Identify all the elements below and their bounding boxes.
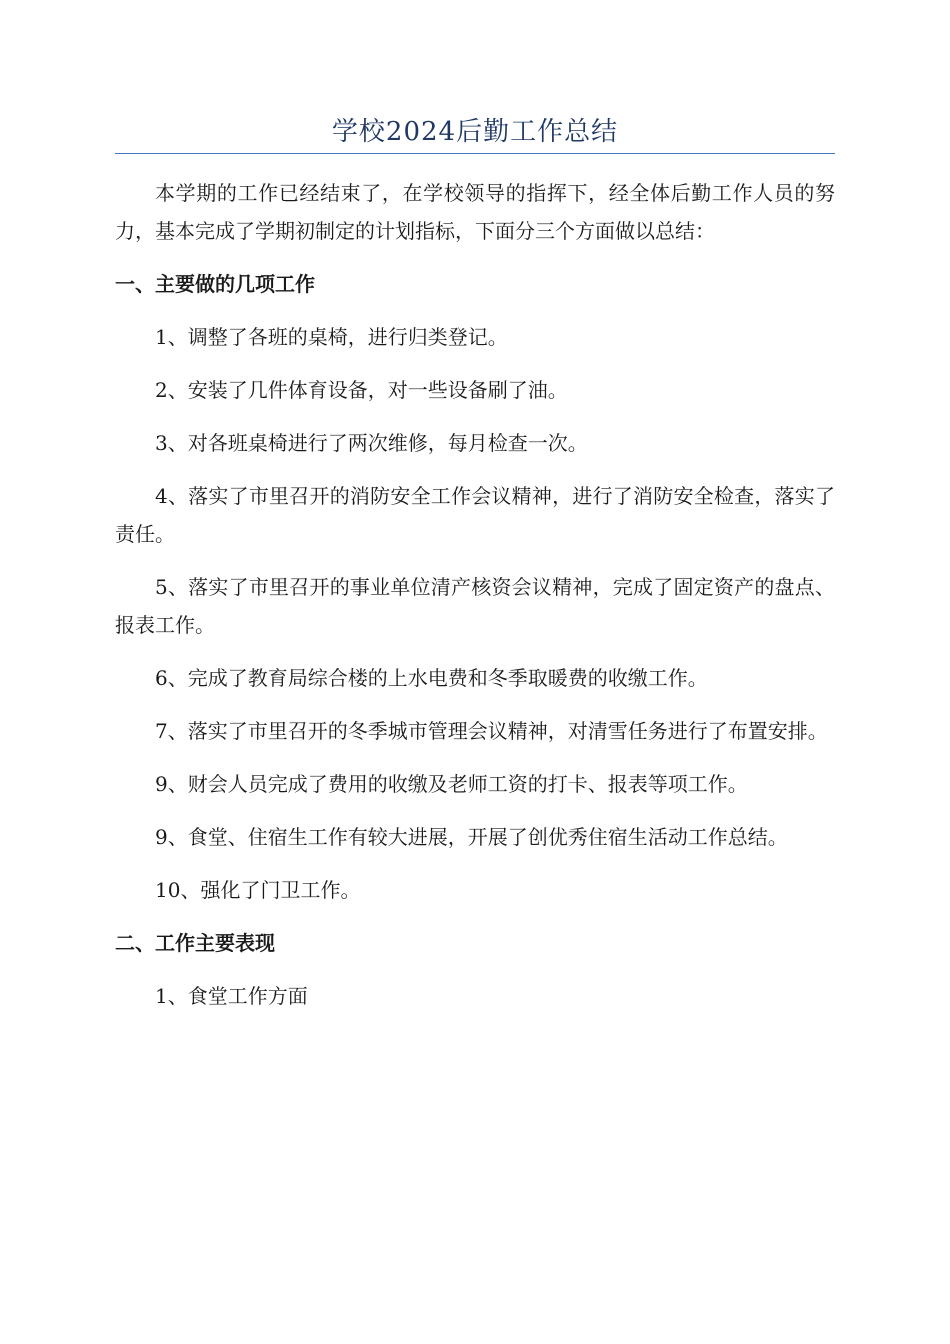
document-title: 学校2024后勤工作总结 — [331, 117, 619, 147]
title-underline — [115, 153, 835, 154]
section-heading-main-work: 一、主要做的几项工作 — [115, 272, 315, 296]
list-item: 1、食堂工作方面 — [155, 984, 308, 1008]
list-item: 4、落实了市里召开的消防安全工作会议精神，进行了消防安全检查，落实了责任。 — [115, 484, 835, 546]
list-item: 9、财会人员完成了费用的收缴及老师工资的打卡、报表等项工作。 — [155, 772, 748, 796]
list-item: 1、调整了各班的桌椅，进行归类登记。 — [155, 325, 508, 349]
list-item: 6、完成了教育局综合楼的上水电费和冬季取暖费的收缴工作。 — [155, 666, 708, 690]
document-body — [115, 174, 835, 1030]
list-item: 7、落实了市里召开的冬季城市管理会议精神，对清雪任务进行了布置安排。 — [155, 719, 828, 743]
list-item: 5、落实了市里召开的事业单位清产核资会议精神，完成了固定资产的盘点、报表工作。 — [115, 575, 835, 637]
list-item: 2、安装了几件体育设备，对一些设备刷了油。 — [155, 378, 568, 402]
list-item: 10、强化了门卫工作。 — [155, 878, 361, 902]
list-item: 9、食堂、住宿生工作有较大进展，开展了创优秀住宿生活动工作总结。 — [155, 825, 788, 849]
section-heading-performance: 二、工作主要表现 — [115, 931, 275, 955]
list-item: 3、对各班桌椅进行了两次维修，每月检查一次。 — [155, 431, 588, 455]
intro-paragraph: 本学期的工作已经结束了，在学校领导的指挥下，经全体后勤工作人员的努力，基本完成了学期初制定的计划指标，下面分三个方面做以总结： — [115, 181, 835, 243]
